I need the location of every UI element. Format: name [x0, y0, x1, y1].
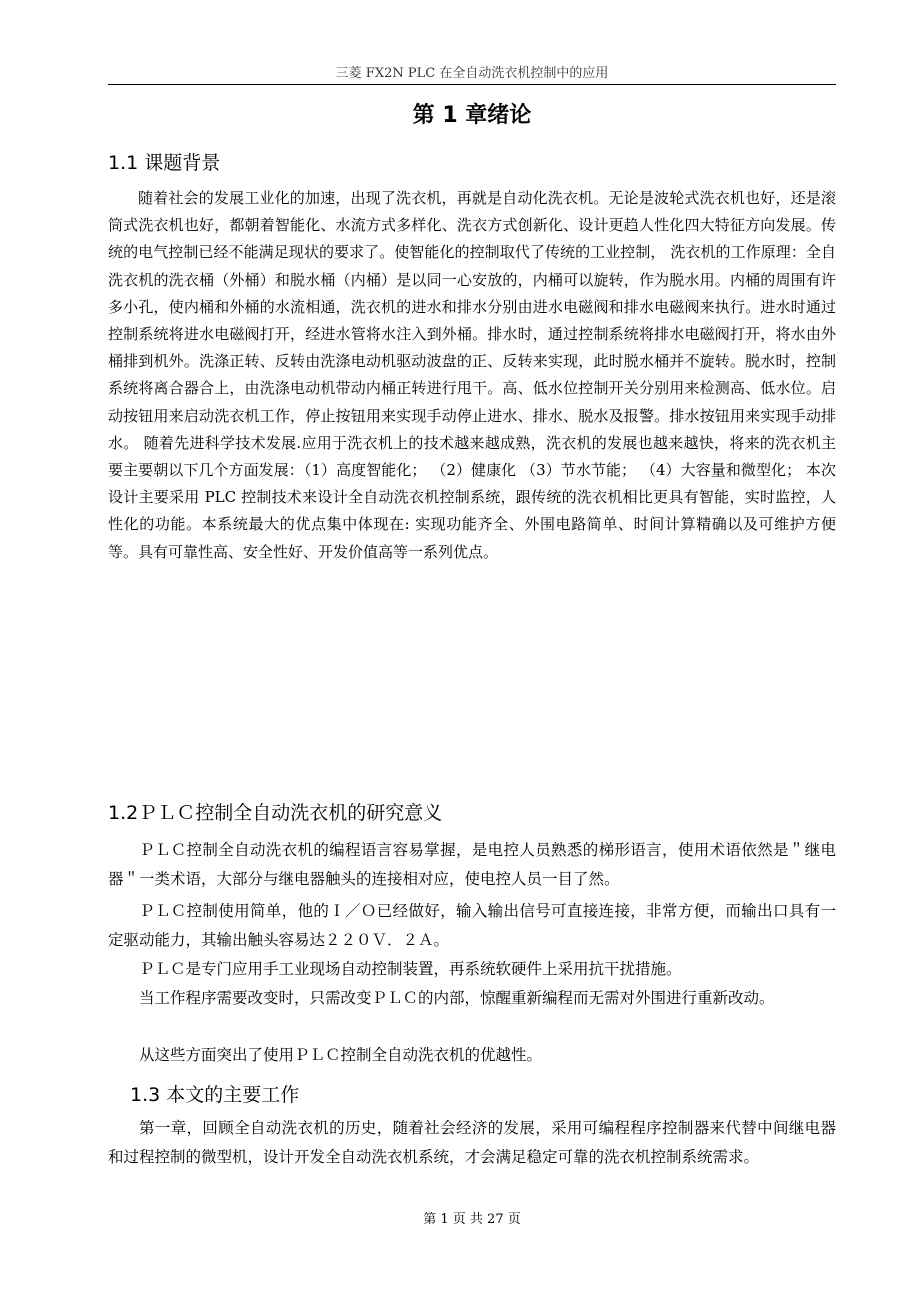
paragraph-1-3: 第一章，回顾全自动洗衣机的历史，随着社会经济的发展，采用可编程程序控制器来代替中间继电器和过程控制的微型机，设计开发全自动洗衣机系统，才会满足稳定可靠的洗衣机控制系统需求。	[108, 1119, 836, 1166]
section-heading-1-1: 1.1 课题背景	[108, 152, 221, 174]
chapter-title: 第 1 章绪论	[412, 103, 532, 128]
paragraph-1-1: 随着社会的发展工业化的加速，出现了洗衣机，再就是自动化洗衣机。无论是波轮式洗衣机也好，还是滚筒式洗衣机也好，都朝着智能化、水流方式多样化、洗衣方式创新化、设计更趋人性化四大特征方向发展。传统的电气控制已经不能满足现状的要求了。使智能化的控制取代了传统的工业控制， 洗衣机的工作原理：全自洗衣机的洗衣桶（外桶）和脱水桶（内桶）是以同一心安放的，内桶可以旋转，作为脱水用。内桶的周围有许多小孔，使内桶和外桶的水流相通，洗衣机的进水和排水分别由进水电磁阀和排水电磁阀来执行。进水时通过控制系统将进水电磁阀打开，经进水管将水注入到外桶。排水时，通过控制系统将排水电磁阀打开，将水由外桶排到机外。洗涤正转、反转由洗涤电动机驱动波盘的正、反转来实现，此时脱水桶并不旋转。脱水时，控制系统将离合器合上，由洗涤电动机带动内桶正转进行甩干。高、低水位控制开关分别用来检测高、低水位。启动按钮用来启动洗衣机工作，停止按钮用来实现手动停止进水、排水、脱水及报警。排水按钮用来实现手动排水。 随着先进科学技术发展.应用于洗衣机上的技术越来越成熟，洗衣机的发展也越来越快，将来的洗衣机主要主要朝以下几个方面发展：（1）高度智能化； （2）健康化 （3）节水节能； （4）大容量和微型化； 本次设计主要采用 PLC 控制技术来设计全自动洗衣机控制系统，跟传统的洗衣机相比更具有智能，实时监控，人性化的功能。本系统最大的优点集中体现在: 实现功能齐全、外围电路简单、时间计算精确以及可维护方便等。具有可靠性高、安全性好、开发价值高等一系列优点。	[108, 189, 836, 561]
page-header: 三菱 FX2N PLC 在全自动洗衣机控制中的应用	[335, 66, 609, 81]
paragraph-1-2-b: ＰＬＣ控制使用简单，他的Ｉ／Ｏ已经做好，输入输出信号可直接连接，非常方便，而输出口具有一定驱动能力，其输出触头容易达２２０Ｖ．２Ａ。	[108, 902, 836, 949]
paragraph-1-2-c: ＰＬＣ是专门应用手工业现场自动控制装置，再系统软硬件上采用抗干扰措施。	[139, 960, 682, 978]
page-footer: 第 1 页 共 27 页	[423, 1212, 521, 1227]
section-heading-1-3: 1.3 本文的主要工作	[130, 1084, 300, 1106]
paragraph-1-2-d: 当工作程序需要改变时，只需改变ＰＬＣ的内部，惊醒重新编程而无需对外围进行重新改动。	[139, 989, 775, 1007]
paragraph-1-2-e: 从这些方面突出了使用ＰＬＣ控制全自动洗衣机的优越性。	[139, 1046, 543, 1064]
paragraph-1-2-a: ＰＬＣ控制全自动洗衣机的编程语言容易掌握，是电控人员熟悉的梯形语言，使用术语依然是＂继电器＂一类术语，大部分与继电器触头的连接相对应，使电控人员一目了然。	[108, 841, 836, 888]
header-rule	[108, 84, 836, 85]
section-heading-1-2: 1.2ＰＬＣ控制全自动洗衣机的研究意义	[108, 802, 443, 824]
